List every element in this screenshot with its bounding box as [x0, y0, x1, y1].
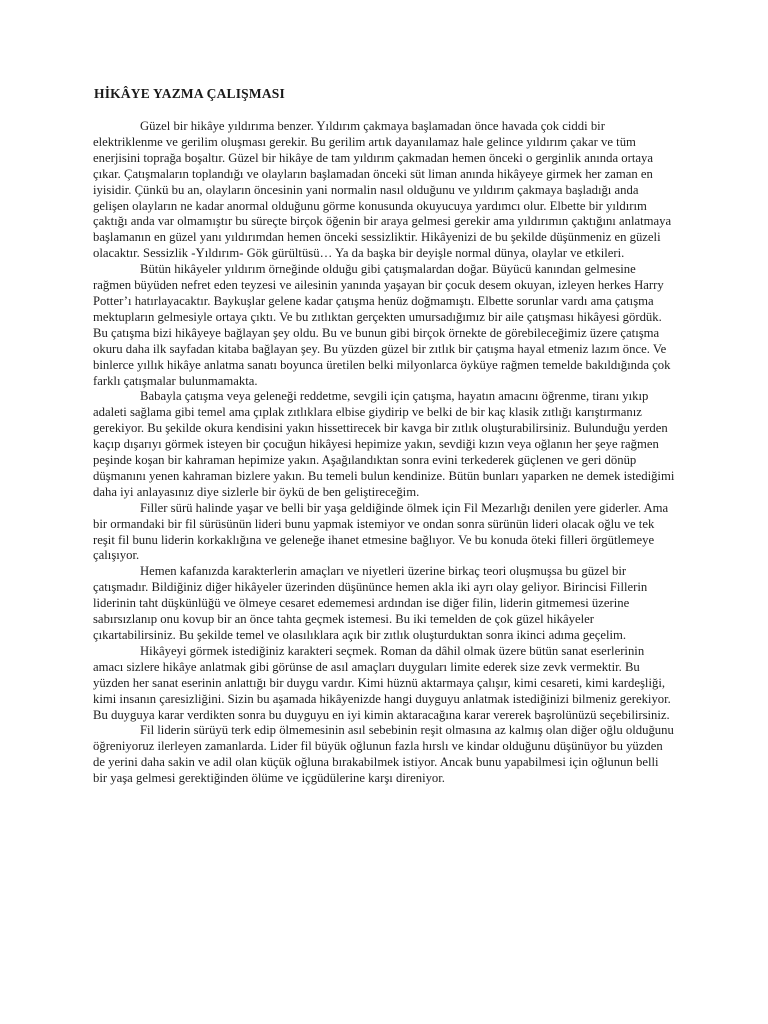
- paragraph: Fil liderin sürüyü terk edip ölmemesinin asıl sebebinin reşit olmasına az kalmış olan diğer oğlu olduğunu öğreniyoruz ilerleyen zamanlarda. Lider fil büyük oğlunun fazla hırslı ve kindar olduğunu düşünüyor bu yüzden de yerini daha sakin ve adil olan küçük oğluna bırakabilmek istiyor. Ancak bunu yapabilmesi için oğlunun belli bir yaşa gelmesi gerektiğinden ölüme ve içgüdülerine karşı direniyor.: [93, 723, 674, 786]
- paragraph: Hikâyeyi görmek istediğiniz karakteri seçmek. Roman da dâhil olmak üzere bütün sanat eserlerinin amacı sizlere hikâye anlatmak gibi görünse de asıl amaçları duyguları limite ederek size zevk vermektir. Bu yüzden her sanat eserinin anlattığı bir duygu vardır. Kimi hüznü aktarmaya çalışır, kimi cesareti, kimi kardeşliği, kimi insanın çaresizliğini. Sizin bu aşamada hikâyenizde hangi duyguyu anlatmak istediğinizi bilmeniz gerekiyor. Bu duyguya karar verdikten sonra bu duyguyu en iyi kimin aktaracağına karar vererek başrolünüzü seçebilirsiniz.: [93, 643, 671, 722]
- paragraph: Babayla çatışma veya geleneği reddetme, sevgili için çatışma, hayatın amacını öğrenme, tiranı yıkıp adaleti sağlama gibi temel ama çıplak zıtlıklara elbise giydirip ve belki de bir kaç klasik zıtlığı karıştırmanız gerekiyor. Bu şekilde okura kendisini yakın hissettirecek bir kavga bir zıtlık oluşturabilirsiniz. Bulunduğu yerden kaçıp dışarıyı görmek isteyen bir çocuğun hikâyesi hepimize yakın, sevdiği kızın veya oğlanın her şeye rağmen peşinde koşan bir kahraman hepimize yakın. Aşağılandıktan sonra evini terkederek güçlenen ve geri dönüp düşmanını yenen kahraman bizlere yakın. Bu temeli bulun kendinize. Bütün bunları yaparken ne demek istediğimi daha iyi anlayasınız diye sizlerle bir öykü de ben geliştireceğim.: [93, 389, 675, 499]
- paragraph: Bütün hikâyeler yıldırım örneğinde olduğu gibi çatışmalardan doğar. Büyücü kanından gelmesine rağmen büyüden nefret eden teyzesi ve ailesinin yanında yaşayan bir çocuk desem okuyan, izleyen herkes Harry Potter’ı hatırlayacaktır. Baykuşlar gelene kadar çatışma henüz doğmamıştı. Elbette sorunlar vardı ama çatışma mektupların gelmesiyle ortaya çıktı. Ve bu zıtlıktan gerçekten umursadığımız bir aile çatışması hikâyesi gördük. Bu çatışma bizi hikâyeye bağlayan şey oldu. Bu ve bunun gibi birçok örnekte de görebileceğimiz üzere çatışma okuru daha ilk sayfadan kitaba bağlayan şey. Bu yüzden güzel bir zıtlık bir çatışma hayal etmeniz lazım önce. Ve binlerce yıllık hikâye anlatma sanatı boyunca üretilen belki milyonlarca öyküye rağmen temelde bakıldığında çok farklı çatışmalar bulunmamakta.: [93, 262, 671, 388]
- paragraph: Filler sürü halinde yaşar ve belli bir yaşa geldiğinde ölmek için Fil Mezarlığı denilen yere giderler. Ama bir ormandaki bir fil sürüsünün lideri bunu yapmak istemiyor ve ondan sonra sürünün lideri olacak oğlu ve tek reşit fil bunu liderin korkaklığına ve geleneğe ihanet etmesine bağlıyor. Ve bu konuda öteki filleri örgütlemeye çalışıyor.: [93, 500, 669, 563]
- paragraph: Güzel bir hikâye yıldırıma benzer. Yıldırım çakmaya başlamadan önce havada çok ciddi bir elektriklenme ve gerilim oluşması gerekir. Bu gerilim artık dayanılamaz hale gelince yıldırım çakar ve tüm enerjisini toprağa boşaltır. Güzel bir hikâye de tam yıldırım çakmadan hemen önceki o gerginlik anında ortaya çıkar. Çatışmaların toplandığı ve olayların başlamadan önceki süt liman anında hikâyeye girmek her zaman en iyisidir. Çünkü bu an, olayların öncesinin yani normalin nasıl olduğunu ve yıldırım çakmaya başladığı anda gelişen olayların ne kadar anormal olduğunu görme konusunda okuyucuya yardımcı olur. Elbette bir yıldırım çaktığı anda var olmamıştır bu süreçte birçok öğenin bir araya gelmesi gerekir ama yıldırımın çaktığını anlatmaya başlamanın en güzel yanı yıldırımdan hemen önceki sessizliktir. Hikâyenizi de bu şekilde düşünmeniz en güzeli olacaktır. Sessizlik -Yıldırım- Gök gürültüsü… Ya da başka bir deyişle normal dünya, olaylar ve etkileri.: [93, 119, 672, 261]
- paragraph: Hemen kafanızda karakterlerin amaçları ve niyetleri üzerine birkaç teori oluşmuşsa bu güzel bir çatışmadır. Bildiğiniz diğer hikâyeler üzerinden düşününce hemen akla iki ayrı olay geliyor. Birincisi Fillerin liderinin taht düşkünlüğü ve ölmeye cesaret edememesi ardından ise diğer filin, liderin gitmemesi üzerine sabırsızlanıp onu kovup bir an önce tahta geçmek istemesi. Bu iki temelden de çok güzel hikâyeler çıkartabilirsiniz. Bu şekilde temel ve olasılıklara açık bir zıtlık oluşturduktan sonra ikinci adıma geçelim.: [93, 564, 648, 642]
- document-title: HİKÂYE YAZMA ÇALIŞMASI: [94, 86, 285, 101]
- document-body: [93, 119, 675, 787]
